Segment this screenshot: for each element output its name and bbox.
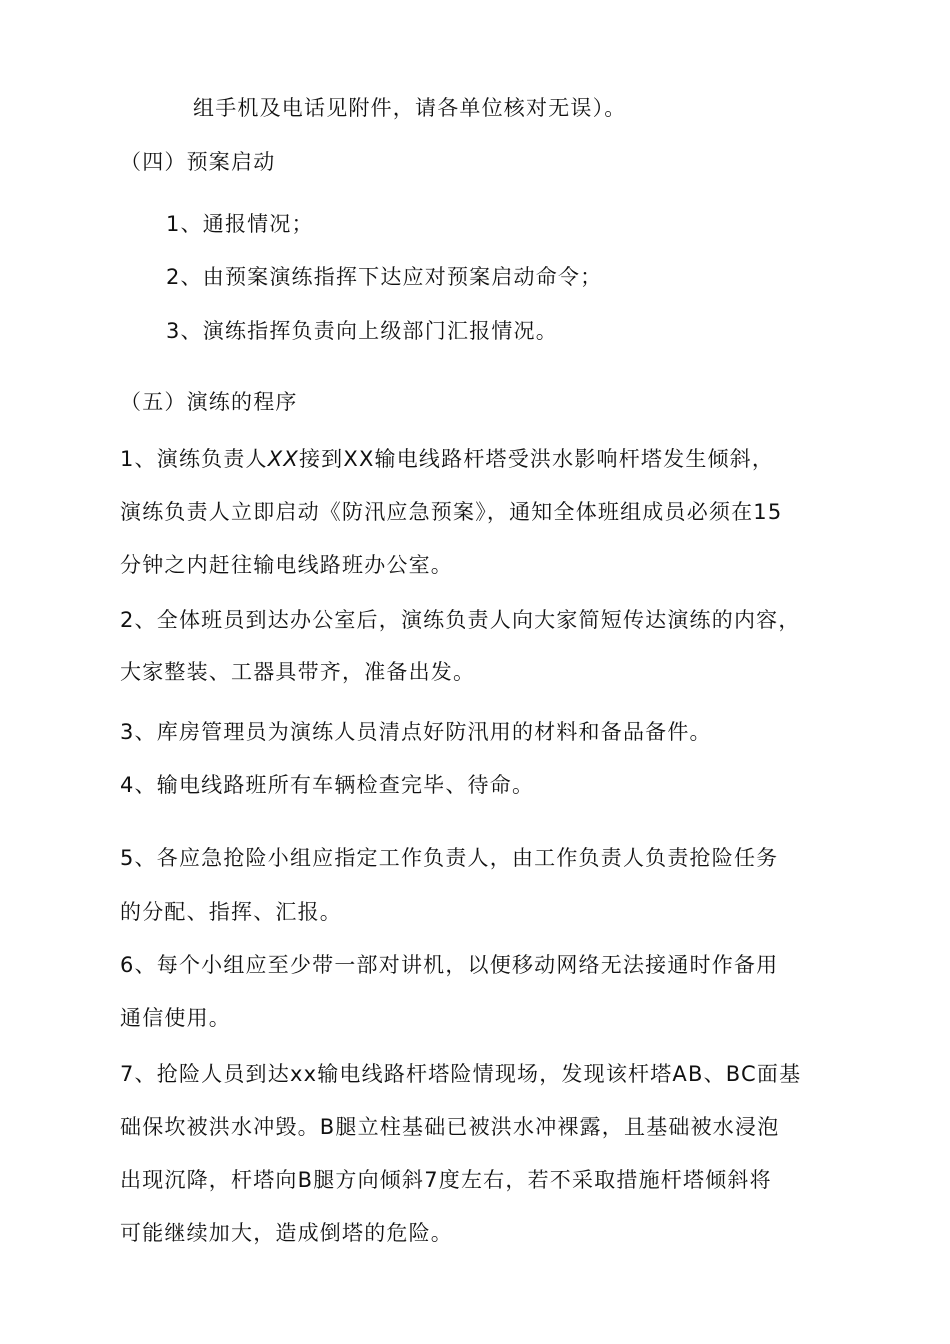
section-4-item-3: 3、演练指挥负责向上级部门汇报情况。	[166, 319, 558, 343]
paragraph-1-rest: 接到XX输电线路杆塔受洪水影响杆塔发生倾斜，	[298, 447, 775, 471]
paragraph-1-italic-name: XX	[267, 447, 299, 471]
paragraph-6-line-1: 6、每个小组应至少带一部对讲机，以便移动网络无法接通时作备用	[120, 953, 779, 977]
paragraph-2-line-2: 大家整装、工器具带齐，准备出发。	[120, 660, 476, 684]
paragraph-7-line-2: 础保坎被洪水冲毁。B腿立柱基础已被洪水冲裸露，且基础被水浸泡	[120, 1115, 780, 1139]
section-4-item-1: 1、通报情况；	[166, 212, 314, 236]
paragraph-7-line-3: 出现沉降，杆塔向B腿方向倾斜7度左右，若不采取措施杆塔倾斜将	[120, 1168, 772, 1192]
section-4-heading: （四）预案启动	[120, 150, 276, 174]
paragraph-1-line-2: 演练负责人立即启动《防汛应急预案》，通知全体班组成员必须在15	[120, 500, 783, 524]
paragraph-4: 4、输电线路班所有车辆检查完毕、待命。	[120, 773, 535, 797]
paragraph-5-line-2: 的分配、指挥、汇报。	[120, 900, 342, 924]
paragraph-6-line-2: 通信使用。	[120, 1006, 231, 1030]
paragraph-1-line-1	[120, 445, 774, 473]
section-4-item-2: 2、由预案演练指挥下达应对预案启动命令；	[166, 265, 603, 289]
intro-line: 组手机及电话见附件，请各单位核对无误）。	[193, 96, 627, 120]
paragraph-1-prefix: 1、演练负责人	[120, 447, 268, 471]
paragraph-7-line-1: 7、抢险人员到达xx输电线路杆塔险情现场，发现该杆塔AB、BC面基	[120, 1062, 802, 1086]
paragraph-5-line-1: 5、各应急抢险小组应指定工作负责人，由工作负责人负责抢险任务	[120, 846, 779, 870]
paragraph-3: 3、库房管理员为演练人员清点好防汛用的材料和备品备件。	[120, 720, 712, 744]
section-5-heading: （五）演练的程序	[120, 390, 298, 414]
paragraph-2-line-1: 2、全体班员到达办公室后，演练负责人向大家简短传达演练的内容，	[120, 608, 801, 632]
paragraph-7-line-4: 可能继续加大，造成倒塔的危险。	[120, 1221, 453, 1245]
paragraph-1-line-3: 分钟之内赶往输电线路班办公室。	[120, 553, 453, 577]
